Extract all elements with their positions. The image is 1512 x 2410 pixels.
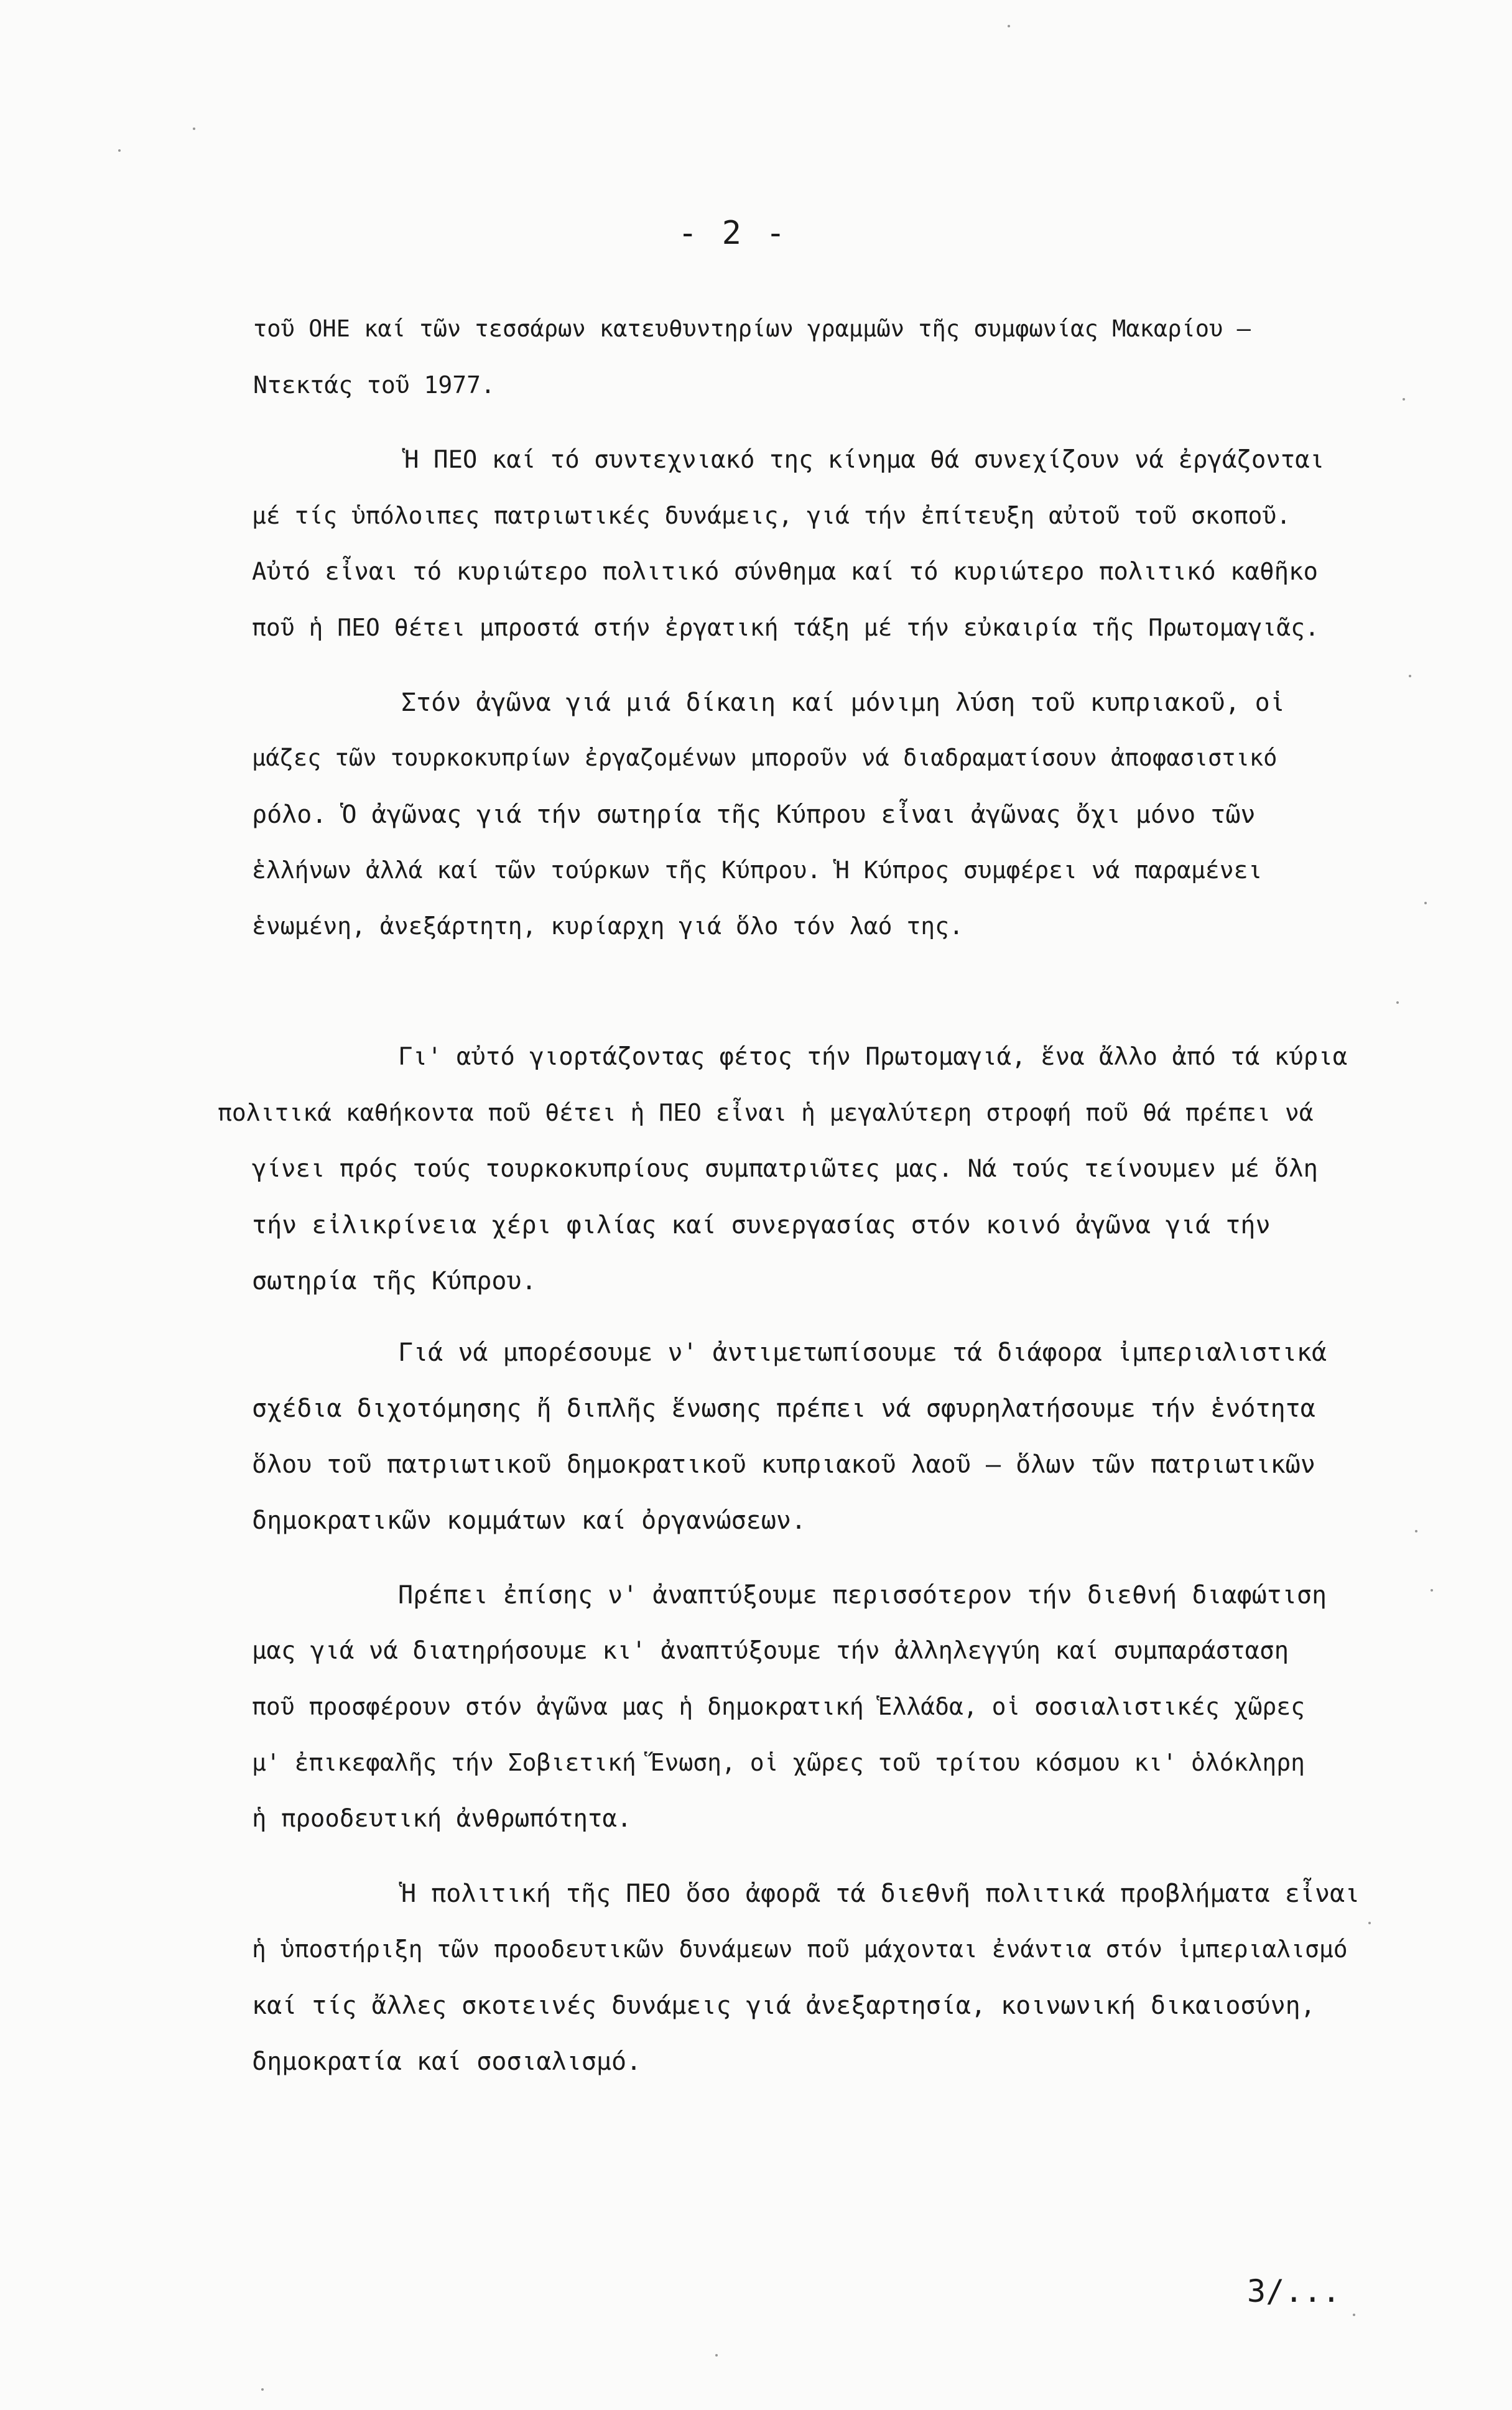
page-number: - 2 -	[678, 215, 788, 252]
scan-speck	[1409, 675, 1411, 677]
text-line: ποῦ ἡ ΠΕΟ θέτει μπροστά στήν ἐργατική τάξη μέ τήν εὐκαιρία τῆς Πρωτομαγιᾶς.	[252, 614, 1319, 641]
text-line: Ἡ πολιτική τῆς ΠΕΟ ὅσο ἀφορᾶ τά διεθνῆ πολιτικά προβλήματα εἶναι	[401, 1879, 1360, 1908]
text-line: δημοκρατία καί σοσιαλισμό.	[252, 2047, 642, 2076]
text-line: δημοκρατικῶν κομμάτων καί ὀργανώσεων.	[252, 1506, 807, 1535]
scan-speck	[1403, 398, 1405, 401]
scan-speck	[118, 149, 121, 152]
text-line: μ' ἐπικεφαλῆς τήν Σοβιετική Ἕνωση, οἱ χῶρες τοῦ τρίτου κόσμου κι' ὁλόκληρη	[252, 1749, 1305, 1776]
scan-speck	[1431, 1589, 1433, 1592]
text-line: γίνει πρός τούς τουρκοκυπρίους συμπατριῶτες μας. Νά τούς τείνουμεν μέ ὅλη	[252, 1155, 1319, 1183]
text-line: σωτηρία τῆς Κύπρου.	[252, 1267, 537, 1295]
text-line: τήν εἰλικρίνεια χέρι φιλίας καί συνεργασίας στόν κοινό ἀγῶνα γιά τήν	[252, 1211, 1271, 1240]
scan-speck	[1415, 1530, 1417, 1532]
text-line: τοῦ ΟΗΕ καί τῶν τεσσάρων κατευθυντηρίων γραμμῶν τῆς συμφωνίας Μακαρίου –	[253, 315, 1251, 342]
scan-speck	[1353, 2314, 1355, 2316]
scan-speck	[715, 2354, 718, 2357]
scan-speck	[193, 127, 195, 130]
text-line: Γιά νά μπορέσουμε ν' ἀντιμετωπίσουμε τά διάφορα ἰμπεριαλιστικά	[398, 1338, 1327, 1367]
text-line: ἑνωμένη, ἀνεξάρτητη, κυρίαρχη γιά ὅλο τόν λαό της.	[252, 912, 963, 940]
scan-speck	[1008, 25, 1010, 27]
text-line: Στόν ἀγῶνα γιά μιά δίκαιη καί μόνιμη λύση τοῦ κυπριακοῦ, οἱ	[401, 688, 1285, 717]
text-line: καί τίς ἄλλες σκοτεινές δυνάμεις γιά ἀνεξαρτησία, κοινωνική δικαιοσύνη,	[252, 1991, 1315, 2020]
text-line: Αὐτό εἶναι τό κυριώτερο πολιτικό σύνθημα καί τό κυριώτερο πολιτικό καθῆκο	[252, 558, 1319, 586]
continuation-marker: 3/...	[1247, 2273, 1341, 2309]
text-line: ἡ προοδευτική ἀνθρωπότητα.	[252, 1805, 632, 1833]
text-line: ὅλου τοῦ πατριωτικοῦ δημοκρατικοῦ κυπριακοῦ λαοῦ – ὅλων τῶν πατριωτικῶν	[252, 1450, 1315, 1479]
text-line: ἑλλήνων ἀλλά καί τῶν τούρκων τῆς Κύπρου. Ἡ Κύπρος συμφέρει νά παραμένει	[252, 856, 1263, 884]
text-line: Ντεκτάς τοῦ 1977.	[253, 371, 495, 399]
text-line: πολιτικά καθήκοντα ποῦ θέτει ἡ ΠΕΟ εἶναι ἡ μεγαλύτερη στροφή ποῦ θά πρέπει νά	[218, 1099, 1314, 1126]
text-line: Πρέπει ἐπίσης ν' ἀναπτύξουμε περισσότερον τήν διεθνή διαφώτιση	[398, 1581, 1327, 1610]
text-line: μέ τίς ὑπόλοιπες πατριωτικές δυνάμεις, γιά τήν ἐπίτευξη αὐτοῦ τοῦ σκοποῦ.	[252, 502, 1291, 529]
scan-speck	[261, 2388, 264, 2391]
text-line: ἡ ὑποστήριξη τῶν προοδευτικῶν δυνάμεων ποῦ μάχονται ἐνάντια στόν ἰμπεριαλισμό	[252, 1935, 1348, 1963]
text-line: μας γιά νά διατηρήσουμε κι' ἀναπτύξουμε τήν ἀλληλεγγύη καί συμπαράσταση	[252, 1637, 1289, 1665]
scan-speck	[1368, 1922, 1371, 1924]
text-line: Γι' αὐτό γιορτάζοντας φέτος τήν Πρωτομαγιά, ἕνα ἄλλο ἀπό τά κύρια	[398, 1043, 1348, 1071]
text-line: μάζες τῶν τουρκοκυπρίων ἐργαζομένων μποροῦν νά διαδραματίσουν ἀποφασιστικό	[252, 744, 1278, 771]
scan-speck	[1424, 902, 1427, 904]
text-line: σχέδια διχοτόμησης ἤ διπλῆς ἕνωσης πρέπει νά σφυρηλατήσουμε τήν ἑνότητα	[252, 1394, 1315, 1423]
text-line: Ἡ ΠΕΟ καί τό συντεχνιακό της κίνημα θά συνεχίζουν νά ἐργάζονται	[404, 446, 1325, 474]
scan-speck	[1396, 1001, 1399, 1004]
text-line: ρόλο. Ὁ ἀγῶνας γιά τήν σωτηρία τῆς Κύπρου εἶναι ἀγῶνας ὄχι μόνο τῶν	[252, 800, 1256, 829]
text-line: ποῦ προσφέρουν στόν ἀγῶνα μας ἡ δημοκρατική Ἑλλάδα, οἱ σοσιαλιστικές χῶρες	[252, 1693, 1305, 1720]
